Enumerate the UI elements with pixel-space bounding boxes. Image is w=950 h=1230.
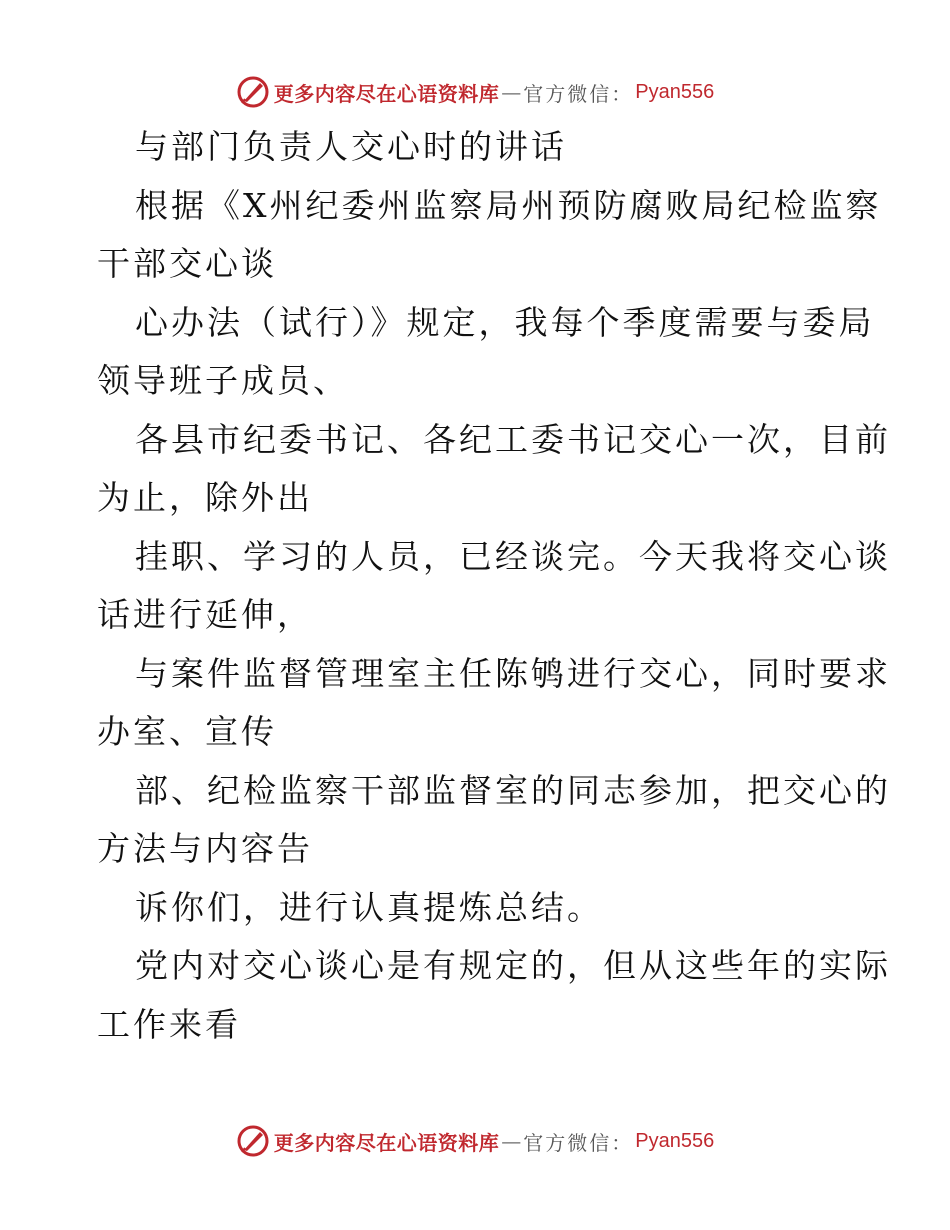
quill-logo-icon: [236, 75, 270, 109]
paragraph-line: 部、纪检监察干部监督室的同志参加，把交心的: [135, 770, 891, 810]
quill-logo-icon: [236, 1124, 270, 1158]
paragraph-line: 话进行延伸，: [97, 595, 313, 634]
paragraph-line: 工作来看: [97, 1004, 241, 1044]
paragraph-line: 方法与内容告: [97, 829, 313, 868]
paragraph-line: 各县市纪委书记、各纪工委书记交心一次，目前: [135, 419, 891, 459]
paragraph-line: 党内对交心谈心是有规定的，但从这些年的实际: [135, 946, 891, 985]
paragraph-line: 心办法（试行）》规定，我每个季度需要与委局: [135, 302, 875, 342]
paragraph-line: 根据《X州纪委州监察局州预防腐败局纪检监察: [135, 185, 882, 225]
banner-separator: —: [501, 1129, 522, 1153]
banner-wechat-id: Pyan556: [635, 80, 715, 103]
paragraph-line: 与案件监督管理室主任陈鸲进行交心，同时要求: [135, 653, 891, 693]
banner-wechat-label: 官方微信：: [523, 81, 634, 106]
banner-slogan: 更多内容尽在心语资料库: [273, 1130, 500, 1155]
footer-banner: [0, 1121, 950, 1161]
banner-wechat-id: Pyan556: [635, 1129, 715, 1152]
paragraph-line: 诉你们，进行认真提炼总结。: [135, 887, 603, 927]
paragraph-line: 为止，除外出: [97, 478, 313, 517]
banner-slogan: 更多内容尽在心语资料库: [273, 81, 500, 106]
banner-separator: —: [501, 80, 522, 104]
banner-wechat-label: 官方微信：: [523, 1130, 634, 1155]
header-banner: [0, 72, 950, 112]
document-title: 与部门负责人交心时的讲话: [135, 127, 567, 166]
paragraph-line: 办室、宣传: [97, 712, 277, 751]
paragraph-line: 领导班子成员、: [97, 361, 349, 400]
document-body: [97, 118, 891, 1054]
paragraph-line: 挂职、学习的人员，已经谈完。今天我将交心谈: [135, 536, 891, 576]
paragraph-line: 干部交心谈: [97, 244, 277, 283]
